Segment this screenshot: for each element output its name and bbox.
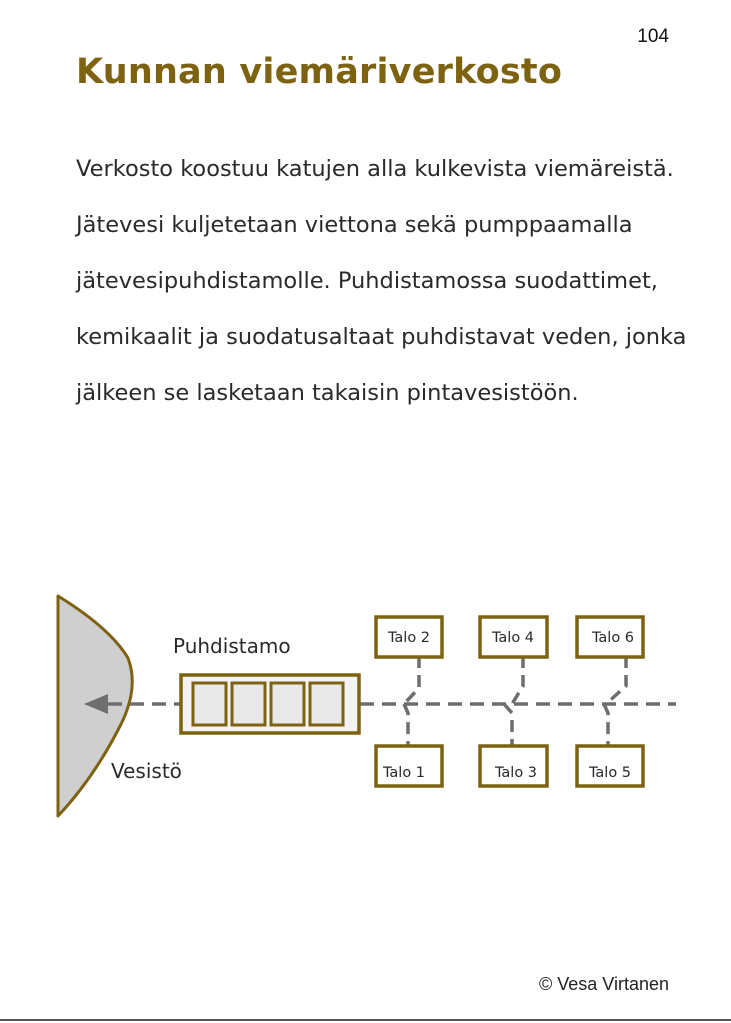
treatment-plant (181, 675, 359, 733)
branch-pipes (404, 656, 626, 746)
house-label-talo-4: Talo 4 (491, 630, 535, 646)
house-label-talo-2: Talo 2 (387, 630, 431, 646)
house-label-talo-3: Talo 3 (494, 765, 538, 781)
plant-label: Puhdistamo (173, 634, 291, 658)
lake-label: Vesistö (111, 759, 182, 783)
bottom-divider (0, 1019, 731, 1021)
page-number: 104 (637, 26, 669, 47)
copyright-footer: © Vesa Virtanen (538, 974, 669, 994)
house-label-talo-6: Talo 6 (591, 630, 635, 646)
sewer-network-diagram (0, 580, 731, 830)
house-label-talo-1: Talo 1 (382, 765, 426, 781)
page-title: Kunnan viemäriverkosto (76, 52, 563, 92)
house-label-talo-5: Talo 5 (588, 765, 632, 781)
body-paragraph: Verkosto koostuu katujen alla kulkevista viemäreistä. Jätevesi kuljetetaan viettona sekä pumppaamalla jätevesipuhdistamolle. Puhdistamossa suodattimet, kemikaalit ja suodatusaltaat puhdistavat veden, jonka jälkeen se lasketaan takaisin pintavesistöön. (76, 156, 687, 406)
